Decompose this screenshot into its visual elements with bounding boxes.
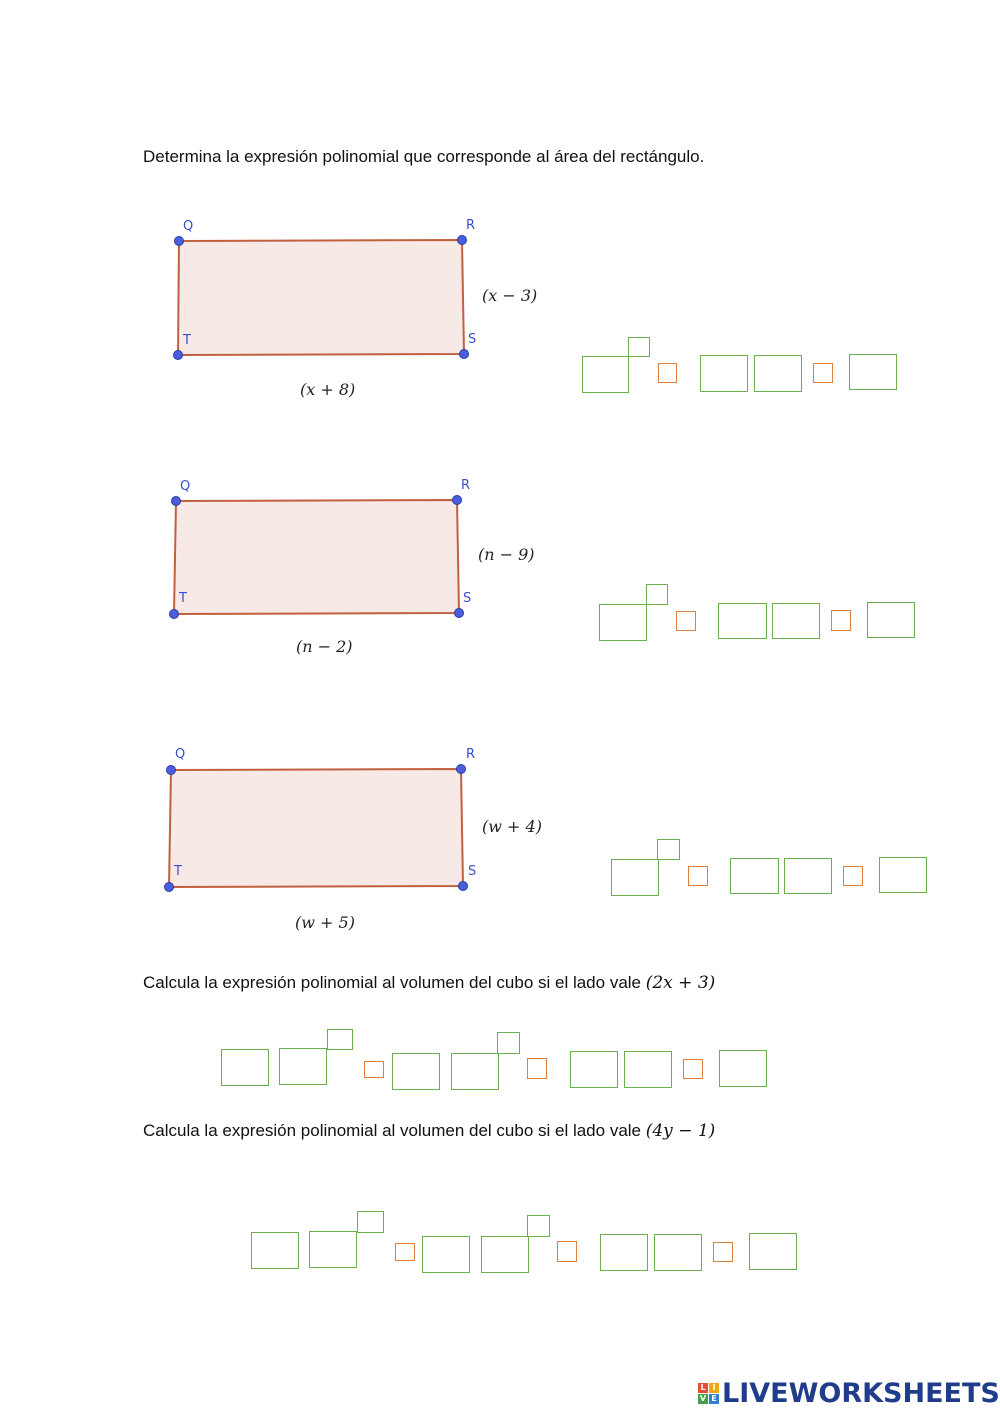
height-label: (x − 3)	[482, 286, 538, 305]
exponent-box[interactable]	[527, 1215, 550, 1237]
vertex-label-t: T	[174, 864, 182, 879]
logo-mark-icon	[698, 1383, 719, 1404]
sign-box[interactable]	[843, 866, 863, 886]
height-label: (n − 9)	[478, 545, 535, 564]
instruction-cube-1	[143, 973, 715, 993]
logo-mark-letter: V	[699, 1394, 707, 1403]
instruction-cube-2	[143, 1121, 715, 1141]
answer-box[interactable]	[624, 1051, 672, 1088]
answer-box[interactable]	[784, 858, 832, 894]
answer-box[interactable]	[749, 1233, 797, 1270]
exponent-box[interactable]	[327, 1029, 353, 1050]
vertex-label-r: R	[461, 478, 471, 493]
logo-mark-letter: E	[709, 1394, 719, 1404]
answer-box[interactable]	[251, 1232, 299, 1269]
vertex-label-q: Q	[183, 219, 194, 234]
vertex-label-t: T	[179, 591, 187, 606]
answer-box[interactable]	[611, 859, 659, 896]
width-label: (w + 5)	[295, 913, 355, 932]
sign-box[interactable]	[527, 1058, 547, 1079]
vertex-label-s: S	[463, 591, 472, 606]
answer-box[interactable]	[719, 1050, 767, 1087]
vertex-label-q: Q	[180, 479, 191, 494]
instruction-cube-1-text: Calcula la expresión polinomial al volumen del cubo si el lado vale	[143, 973, 646, 992]
answer-box[interactable]	[600, 1234, 648, 1271]
logo-mark-letter: I	[709, 1383, 719, 1393]
liveworksheets-logo	[698, 1378, 1000, 1409]
answer-box[interactable]	[422, 1236, 470, 1273]
instruction-rect-area: Determina la expresión polinomial que corresponde al área del rectángulo.	[143, 147, 705, 166]
answer-box[interactable]	[879, 857, 927, 893]
width-label: (n − 2)	[296, 637, 353, 656]
vertex-label-r: R	[466, 218, 476, 233]
vertex-label-q: Q	[175, 747, 186, 762]
answer-box[interactable]	[730, 858, 779, 894]
answer-box[interactable]	[279, 1048, 327, 1085]
exponent-box[interactable]	[357, 1211, 384, 1233]
width-label: (x + 8)	[300, 380, 356, 399]
logo-mark-letter: L	[698, 1383, 708, 1393]
exponent-box[interactable]	[657, 839, 680, 860]
answer-box[interactable]	[309, 1231, 357, 1268]
answer-box[interactable]	[481, 1236, 529, 1273]
answer-box[interactable]	[570, 1051, 618, 1088]
height-label: (w + 4)	[482, 817, 542, 836]
sign-box[interactable]	[364, 1061, 384, 1078]
answer-box[interactable]	[221, 1049, 269, 1086]
answer-box[interactable]	[654, 1234, 702, 1271]
sign-box[interactable]	[683, 1059, 703, 1079]
sign-box[interactable]	[713, 1242, 733, 1262]
cube-1-side-expression: (2x + 3)	[645, 973, 716, 993]
sign-box[interactable]	[395, 1243, 415, 1261]
answer-box[interactable]	[451, 1053, 499, 1090]
vertex-label-t: T	[183, 333, 191, 348]
vertex-label-r: R	[466, 747, 476, 762]
sign-box[interactable]	[688, 866, 708, 886]
logo-text: LIVEWORKSHEETS	[722, 1378, 1000, 1409]
sign-box[interactable]	[557, 1241, 577, 1262]
exponent-box[interactable]	[497, 1032, 520, 1054]
vertex-label-s: S	[468, 332, 477, 347]
vertex-label-s: S	[468, 864, 477, 879]
instruction-cube-2-text: Calcula la expresión polinomial al volumen del cubo si el lado vale	[143, 1121, 646, 1140]
answer-box[interactable]	[392, 1053, 440, 1090]
cube-2-side-expression: (4y − 1)	[645, 1121, 716, 1141]
